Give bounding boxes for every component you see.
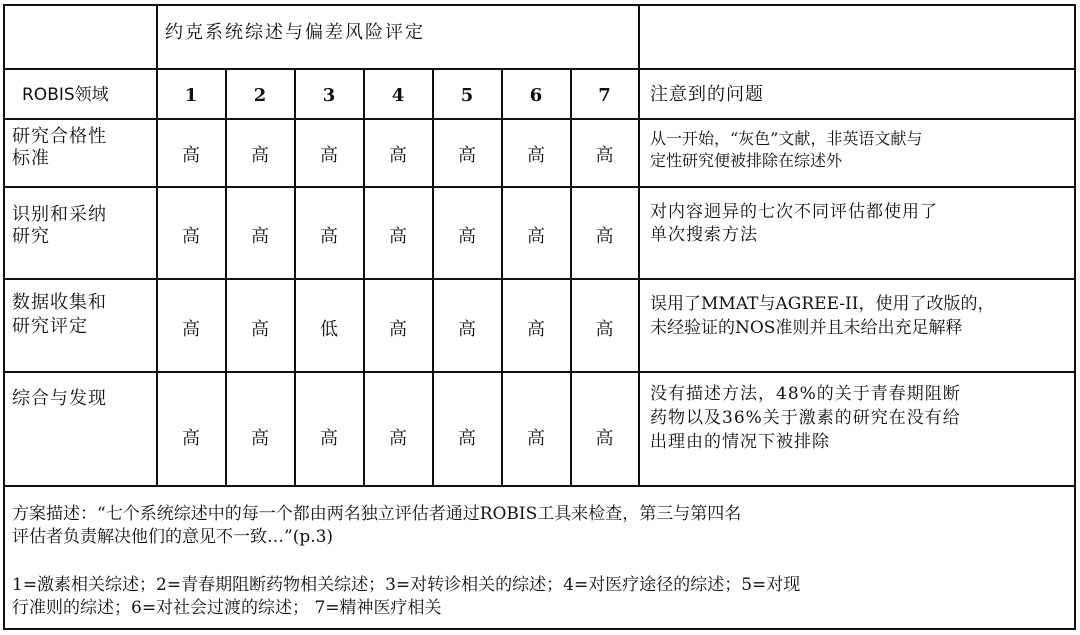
domain-label: 识别和采纳: [12, 204, 107, 225]
rating-cell: 高: [458, 319, 476, 340]
rating-cell: 高: [389, 226, 407, 247]
domain-label: 数据收集和: [12, 292, 107, 313]
rating-cell: 高: [251, 145, 269, 166]
rating-cell: 高: [389, 319, 407, 340]
rating-cell: 高: [320, 428, 338, 449]
row-divider: [3, 371, 1076, 373]
column-header: 4: [391, 85, 405, 106]
rating-cell: 高: [595, 145, 614, 166]
rating-cell: 高: [182, 145, 200, 166]
row-divider: [3, 68, 1076, 70]
legend-text: 1=激素相关综述；2=青春期阻断药物相关综述；3=对转诊相关的综述；4=对医疗途径的综述；5=对现: [12, 575, 801, 595]
rating-cell: 高: [251, 319, 269, 340]
row-divider: [3, 485, 1076, 487]
domain-label: 研究: [12, 226, 50, 247]
rating-cell: 高: [595, 226, 614, 247]
rating-cell: 高: [595, 319, 614, 340]
col-divider: [638, 4, 640, 485]
rating-cell: 高: [389, 428, 407, 449]
method-description: 方案描述：“七个系统综述中的每一个都由两名独立评估者通过ROBIS工具来检查，第三与第四名: [12, 504, 742, 524]
issue-text: 对内容迥异的七次不同评估都使用了: [650, 202, 938, 222]
column-header: 5: [460, 85, 474, 106]
method-description: 评估者负责解决他们的意见不一致…”(p.3): [12, 527, 334, 547]
rating-cell: 高: [458, 145, 476, 166]
issue-text: 误用了MMAT与AGREE-II，使用了改版的，: [650, 294, 995, 314]
rating-cell: 高: [320, 145, 338, 166]
rating-cell: 高: [251, 428, 269, 449]
domain-header: ROBIS领域: [22, 85, 109, 105]
col-divider: [501, 68, 503, 485]
issue-text: 未经验证的NOS准则并且未给出充足解释: [650, 318, 963, 338]
rating-cell: 高: [458, 226, 476, 247]
domain-label: 标准: [12, 148, 50, 169]
rating-cell: 高: [527, 226, 545, 247]
rating-cell: 高: [182, 319, 200, 340]
rating-cell: 高: [527, 145, 545, 166]
issue-text: 从一开始，“灰色”文献，非英语文献与: [650, 129, 923, 148]
column-header: 6: [529, 85, 543, 106]
rating-cell: 高: [389, 145, 407, 166]
issues-header: 注意到的问题: [650, 84, 764, 105]
row-divider: [3, 186, 1076, 188]
rating-cell: 高: [527, 428, 545, 449]
column-header: 7: [598, 85, 611, 106]
col-divider: [432, 68, 434, 485]
issue-text: 药物以及36%关于激素的研究在没有给: [650, 408, 961, 428]
table-title: 约克系统综述与偏差风险评定: [165, 22, 425, 43]
col-divider: [570, 68, 572, 485]
rating-cell: 高: [595, 428, 614, 449]
rating-cell: 高: [527, 319, 545, 340]
row-divider: [3, 278, 1076, 280]
rating-cell: 高: [251, 226, 269, 247]
domain-label: 综合与发现: [12, 388, 107, 409]
domain-label: 研究合格性: [12, 126, 107, 147]
col-divider: [363, 68, 365, 485]
issue-text: 没有描述方法，48%的关于青春期阻断: [650, 384, 961, 404]
rating-cell: 高: [320, 226, 338, 247]
legend-text: 行准则的综述；6=对社会过渡的综述； 7=精神医疗相关: [12, 598, 442, 618]
column-header: 2: [253, 85, 267, 106]
issue-text: 出理由的情况下被排除: [650, 432, 830, 452]
rating-cell: 高: [458, 428, 476, 449]
col-divider: [225, 68, 227, 485]
column-header: 3: [322, 85, 336, 106]
row-divider: [3, 118, 1076, 120]
rating-cell: 高: [182, 226, 200, 247]
domain-label: 研究评定: [12, 316, 88, 337]
rating-cell: 高: [182, 428, 200, 449]
issue-text: 单次搜索方法: [650, 225, 758, 245]
issue-text: 定性研究便被排除在综述外: [650, 151, 843, 170]
rating-cell: 低: [320, 319, 338, 340]
column-header: 1: [184, 85, 198, 106]
col-divider: [294, 68, 296, 485]
